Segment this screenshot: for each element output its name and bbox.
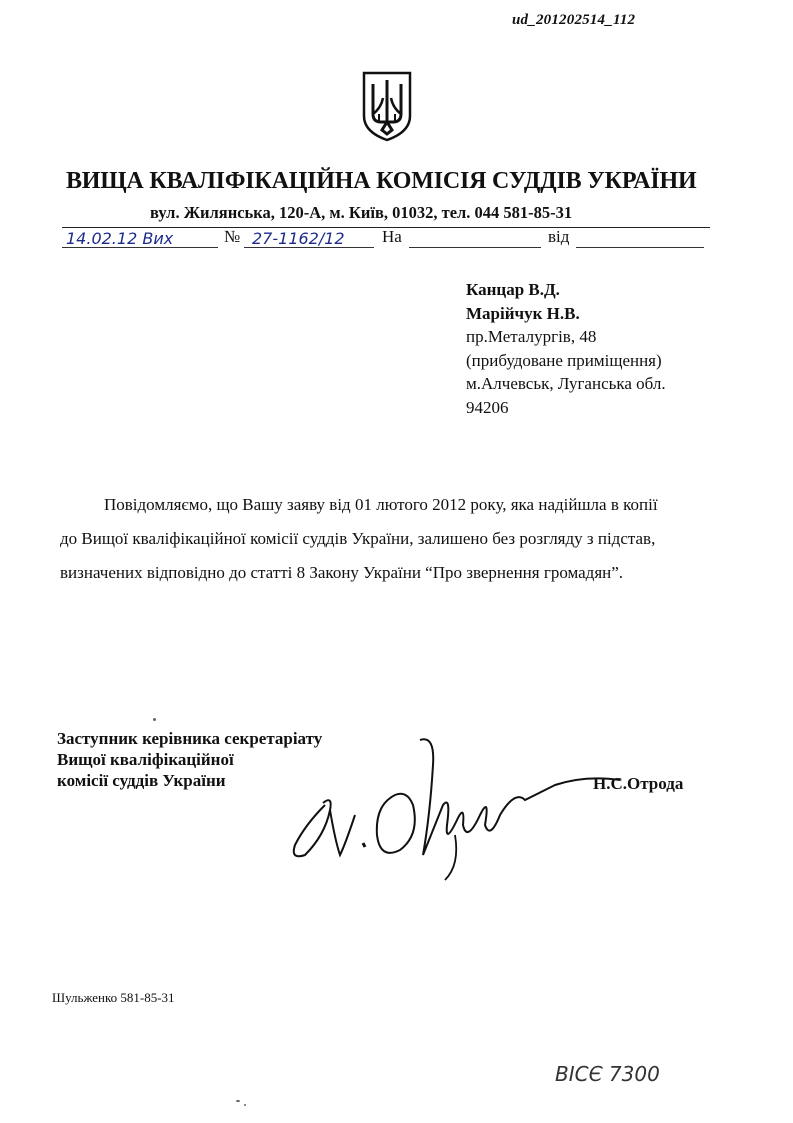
scan-speck [244,1104,246,1106]
registration-date-blank [62,247,218,248]
document-id: ud_201202514_112 [512,12,636,28]
signer-title-line: Заступник керівника секретаріату [57,729,323,748]
organization-address: вул. Жилянська, 120-А, м. Київ, 01032, тел. 044 581-85-31 [150,203,573,222]
registration-number-blank [244,247,374,248]
body-line: Повідомляємо, що Вашу заяву від 01 лютого 2012 року, яка надійшла в копії [104,495,658,514]
recipient-address-line: м.Алчевськ, Луганська обл. [466,374,666,393]
number-label: № [224,227,241,246]
body-line: визначених відповідно до статті 8 Закону України “Про звернення громадян”. [60,563,624,582]
registration-date: 14.02.12 Вих [66,229,174,248]
from-label: від [548,227,570,246]
signer-name: Н.С.Отрода [593,774,684,793]
executor-contact: Шульженко 581-85-31 [52,990,175,1005]
handwritten-note: ВІСЄ 7300 [555,1062,660,1086]
recipient-name: Канцар В.Д. [466,280,560,299]
letter-body [60,488,720,590]
registration-number: 27-1162/12 [252,229,345,248]
signer-title [57,728,322,791]
recipient-name: Марійчук Н.В. [466,303,580,323]
registration-line [62,227,712,253]
recipient-block [466,278,666,419]
recipient-address-line: (прибудоване приміщення) [466,350,662,370]
recipient-address-line: пр.Металургів, 48 [466,327,597,346]
scan-speck [236,1100,240,1102]
recipient-address-line: 94206 [466,397,509,417]
on-blank [409,247,541,248]
signer-title-line: комісії суддів України [57,771,226,790]
on-label: На [382,227,402,246]
body-line: до Вищої кваліфікаційної комісії суддів України, залишено без розгляду з підстав, [60,529,656,548]
trident-emblem-icon [361,70,413,142]
scan-speck [153,718,156,721]
organization-title: ВИЩА КВАЛІФІКАЦІЙНА КОМІСІЯ СУДДІВ УКРАЇНИ [66,168,697,194]
from-blank [576,247,704,248]
signer-title-line: Вищої кваліфікаційної [57,750,234,769]
handwritten-signature [285,725,625,885]
